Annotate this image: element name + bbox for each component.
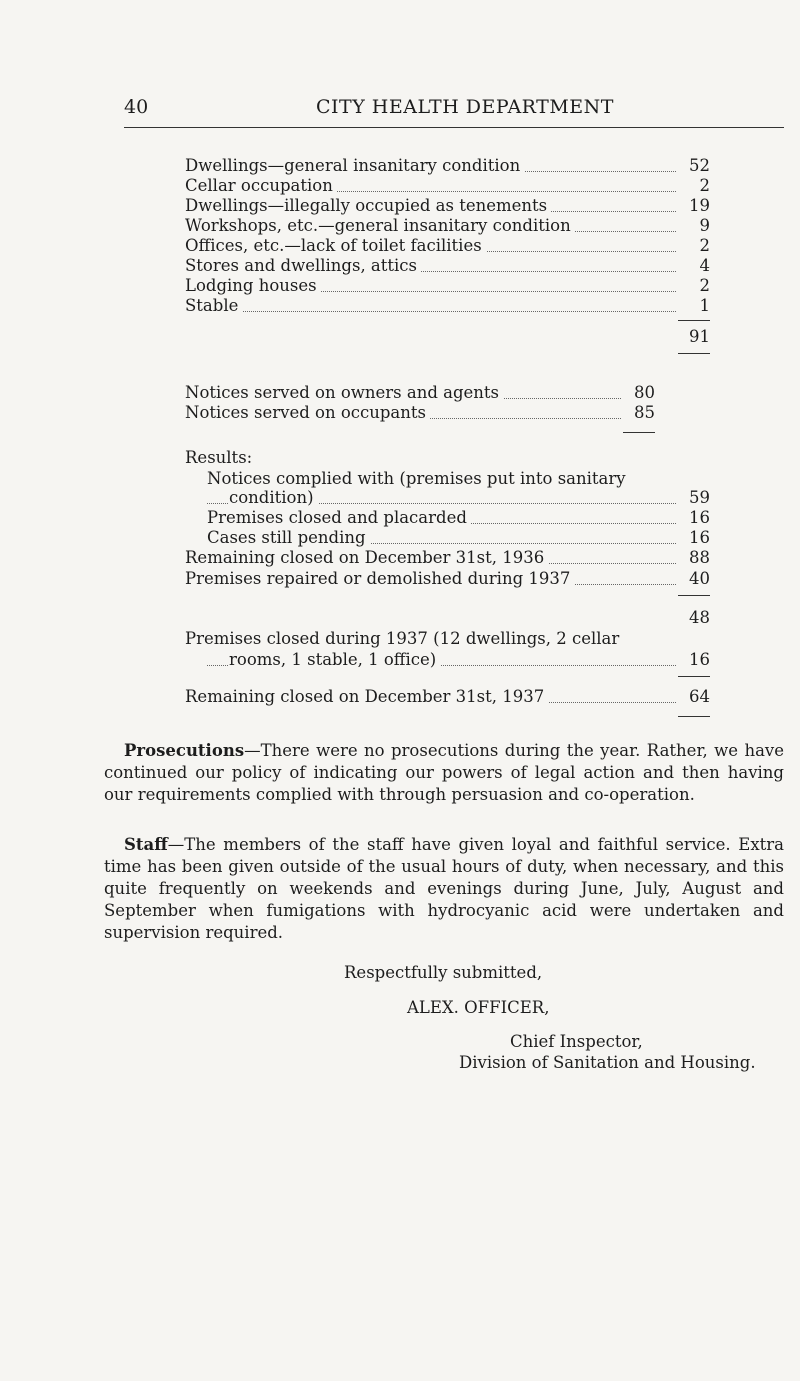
signatory-division: Division of Sanitation and Housing. — [459, 1053, 756, 1072]
table-row — [185, 176, 710, 196]
table-row — [185, 156, 710, 176]
sum-rule — [678, 595, 710, 596]
staff-paragraph — [104, 834, 784, 944]
complied-label-line1: Notices complied with (premises put into sanitary — [207, 469, 626, 488]
row-label: Cases still pending — [207, 528, 370, 548]
table-total: 91 — [689, 327, 710, 346]
table-row — [207, 508, 710, 528]
table-row — [207, 488, 710, 508]
row-label: Cellar occupation — [185, 176, 337, 196]
row-label: Premises repaired or demolished during 1937 — [185, 569, 574, 589]
table-row — [185, 236, 710, 256]
staff-text: —The members of the staff have given loyal and faithful service. Extra time has been given outside of the usual hours of duty, when necessary, and this quite frequently on weekends and evenings during June, July, August and September when fumigations with hydrocyanic acid were undertaken and supervision required. — [104, 835, 784, 942]
table-row — [185, 687, 710, 707]
table-row — [185, 383, 655, 403]
row-value: 1 — [680, 296, 710, 316]
header-rule — [124, 127, 784, 128]
closed-1937-label-line1: Premises closed during 1937 (12 dwellings, 2 cellar — [185, 629, 620, 648]
sum-rule — [678, 676, 710, 677]
row-value: 59 — [680, 488, 710, 508]
row-label: Notices served on owners and agents — [185, 383, 503, 403]
row-label: Notices served on occupants — [185, 403, 430, 423]
signatory-name: ALEX. OFFICER, — [407, 998, 550, 1017]
row-label: rooms, 1 stable, 1 office) — [229, 650, 440, 670]
prosecutions-paragraph — [104, 740, 784, 806]
row-label: Stores and dwellings, attics — [185, 256, 421, 276]
prosecutions-text: —There were no prosecutions during the year. Rather, we have continued our policy of indicating our powers of legal action and then having our requirements complied with through persuasion and co-operation. — [104, 741, 784, 804]
row-value: 40 — [680, 569, 710, 589]
row-label: condition) — [229, 488, 318, 508]
sum-rule — [678, 320, 710, 321]
sum-rule — [678, 716, 710, 717]
signatory-title: Chief Inspector, — [510, 1032, 643, 1051]
row-value: 16 — [680, 508, 710, 528]
prosecutions-heading: Prosecutions — [124, 741, 245, 760]
row-label: Remaining closed on December 31st, 1936 — [185, 548, 548, 568]
table-row — [207, 650, 710, 670]
table-row — [185, 403, 655, 423]
table-row — [185, 256, 710, 276]
sum-rule — [678, 353, 710, 354]
row-value: 88 — [680, 548, 710, 568]
results-heading: Results: — [185, 448, 253, 467]
row-value: 80 — [625, 383, 655, 403]
row-value: 19 — [680, 196, 710, 216]
table-row — [185, 569, 710, 589]
table-row — [185, 296, 710, 316]
sum-rule — [623, 432, 655, 433]
row-label: Premises closed and placarded — [207, 508, 471, 528]
row-value: 2 — [680, 176, 710, 196]
row-label: Offices, etc.—lack of toilet facilities — [185, 236, 486, 256]
dot-leader — [185, 311, 676, 312]
row-value: 4 — [680, 256, 710, 276]
row-value: 85 — [625, 403, 655, 423]
page-number: 40 — [124, 96, 149, 118]
table-row — [185, 196, 710, 216]
row-value: 2 — [680, 236, 710, 256]
row-label: Dwellings—general insanitary condition — [185, 156, 524, 176]
row-label: Workshops, etc.—general insanitary condition — [185, 216, 575, 236]
row-label: Remaining closed on December 31st, 1937 — [185, 687, 548, 707]
table-row — [185, 548, 710, 568]
row-value: 52 — [680, 156, 710, 176]
row-value: 16 — [680, 650, 710, 670]
running-title: CITY HEALTH DEPARTMENT — [316, 96, 614, 118]
staff-heading: Staff — [124, 835, 168, 854]
table-row — [185, 276, 710, 296]
table-row — [185, 216, 710, 236]
row-label: Stable — [185, 296, 242, 316]
row-value: 64 — [680, 687, 710, 707]
subtotal-value: 48 — [689, 608, 710, 627]
row-value: 16 — [680, 528, 710, 548]
row-label: Dwellings—illegally occupied as tenements — [185, 196, 551, 216]
table-row — [207, 528, 710, 548]
closing-line: Respectfully submitted, — [344, 963, 543, 982]
row-value: 2 — [680, 276, 710, 296]
page-header — [124, 96, 784, 130]
row-label: Lodging houses — [185, 276, 321, 296]
row-value: 9 — [680, 216, 710, 236]
